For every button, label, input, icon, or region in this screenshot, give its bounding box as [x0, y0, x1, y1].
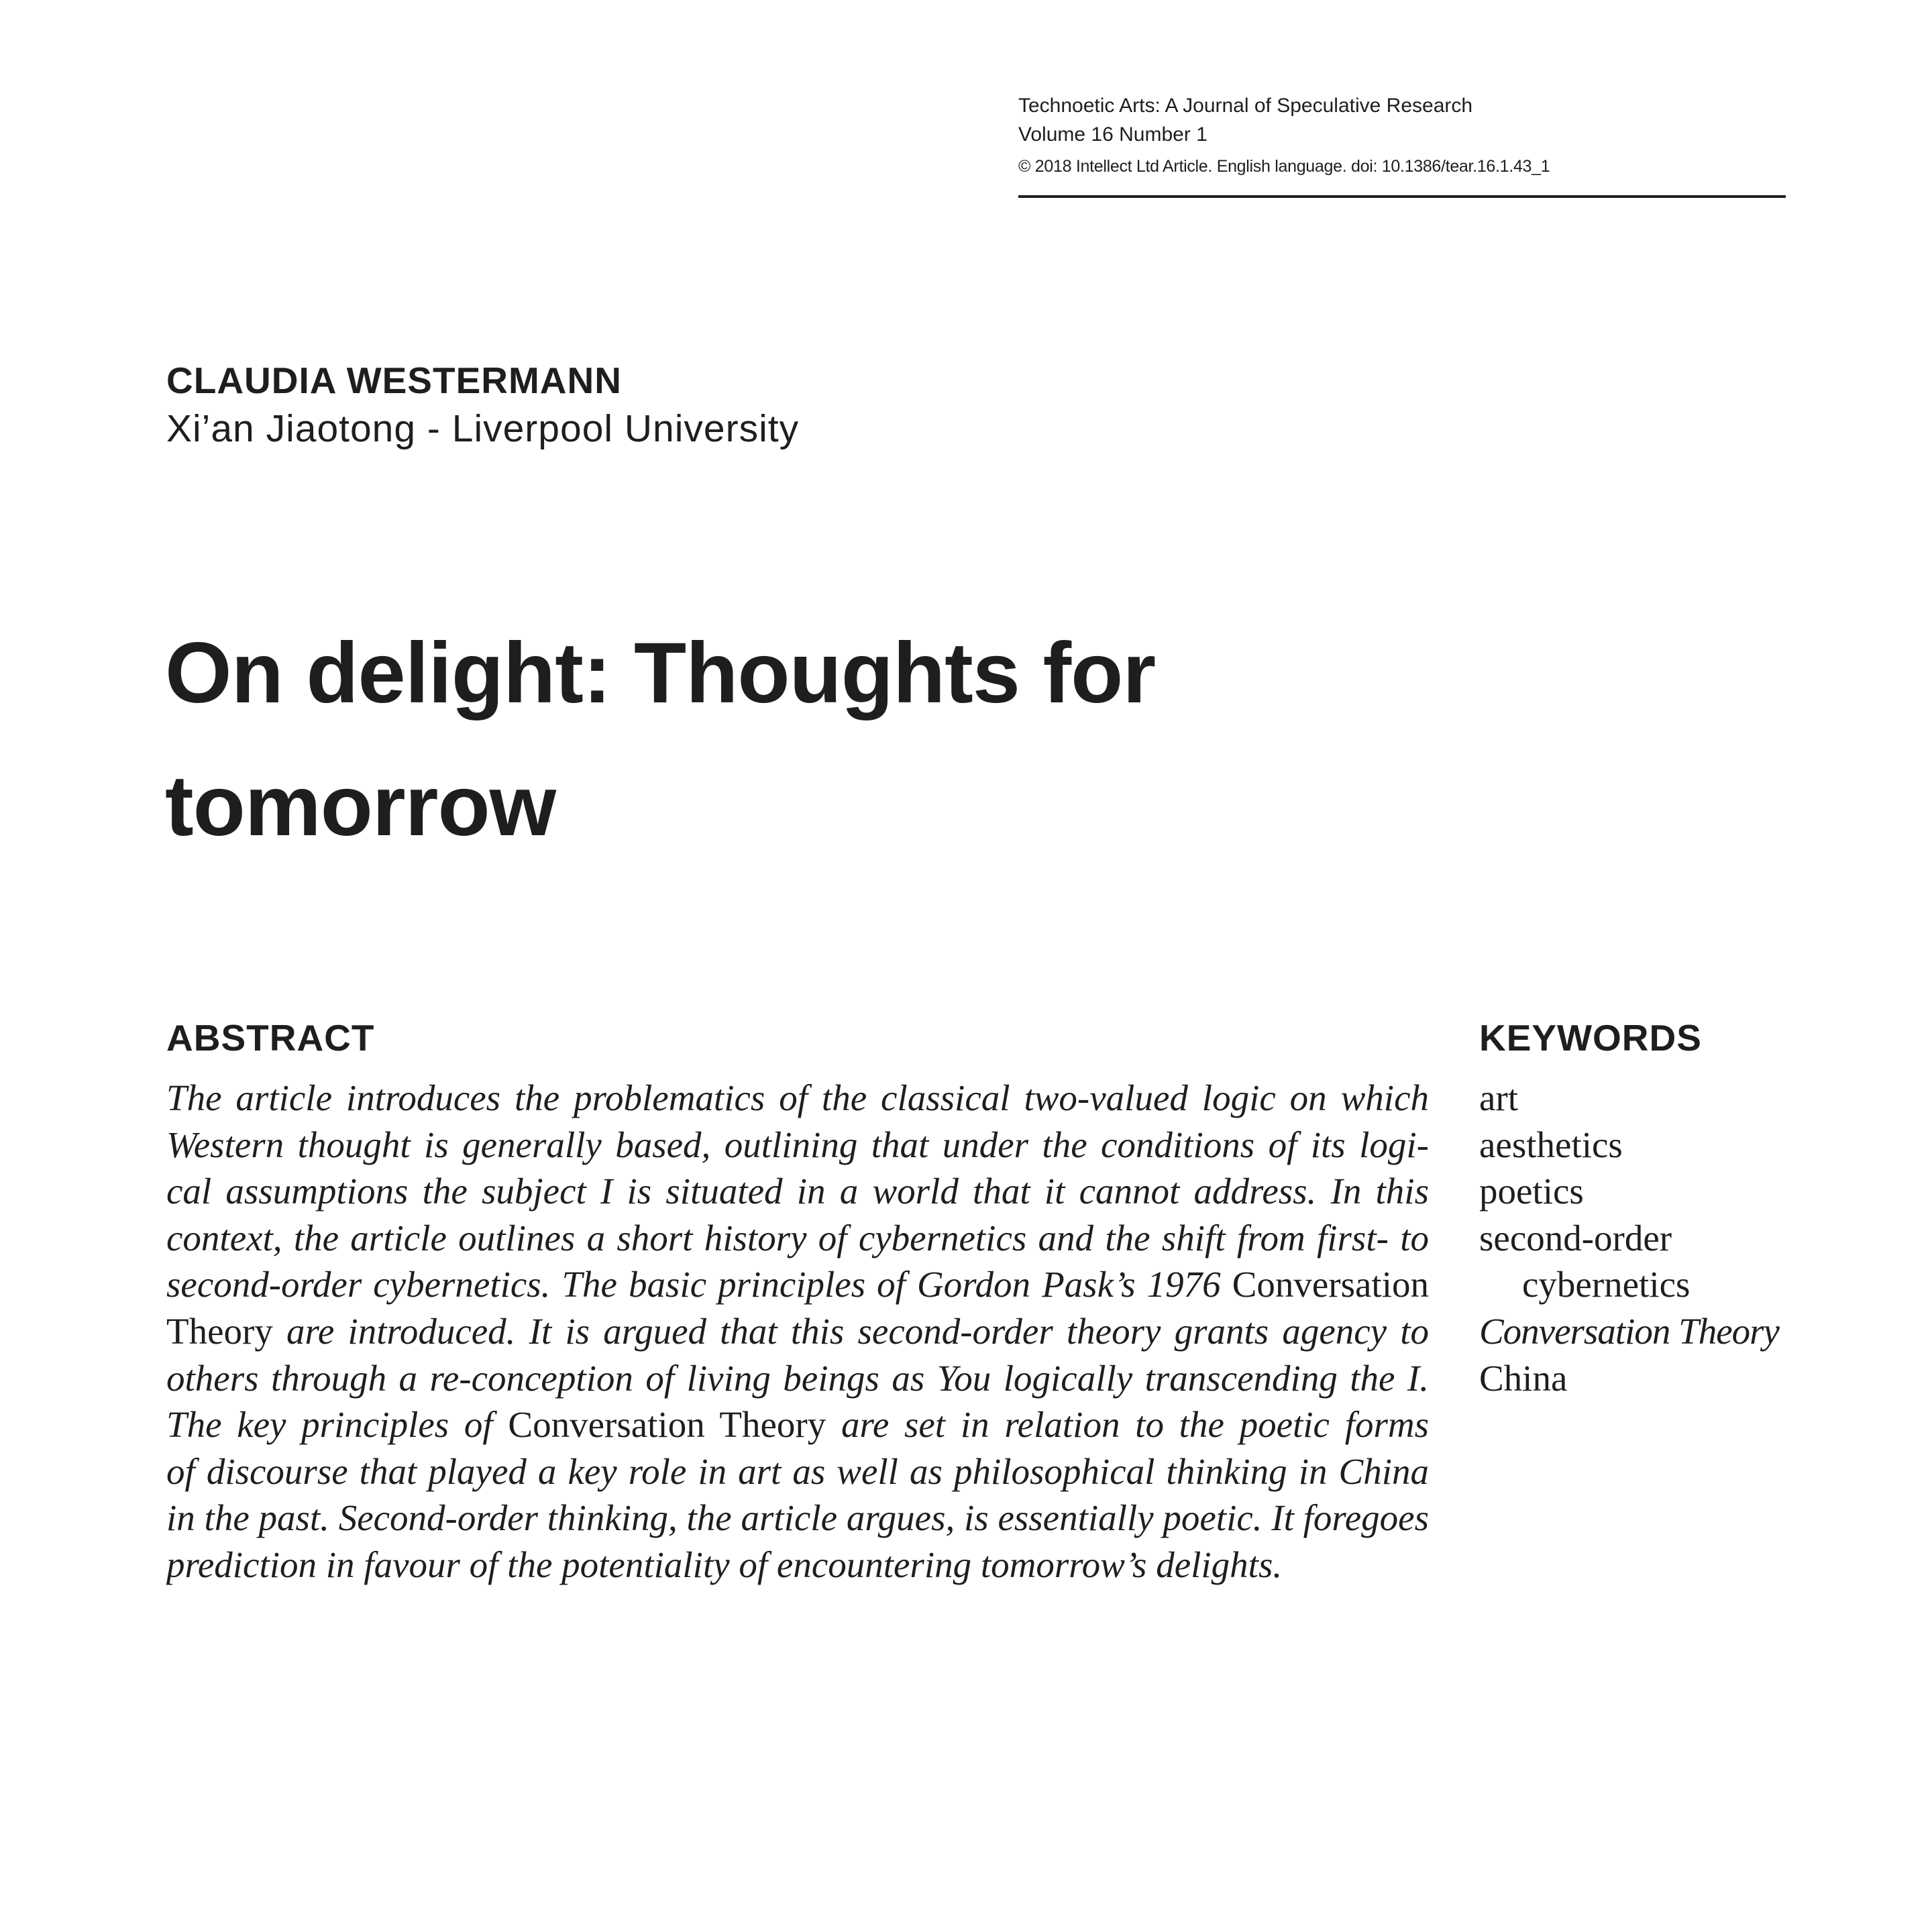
abstract-body — [166, 1075, 1429, 1589]
abstract-text-run: others through a re-conception of living beings as You logically transcending the I. — [166, 1357, 1429, 1399]
article-title-line: tomorrow — [165, 758, 556, 854]
keyword-item: Conversation Theory — [1479, 1310, 1779, 1352]
article-title — [165, 607, 1305, 873]
abstract-line — [166, 1355, 1429, 1402]
abstract-heading: ABSTRACT — [166, 1017, 375, 1059]
abstract-line — [166, 1308, 1429, 1355]
abstract-roman-run: Theory — [166, 1310, 273, 1352]
abstract-line — [166, 1495, 1429, 1542]
abstract-line — [166, 1401, 1429, 1448]
abstract-roman-run: Conversation — [1232, 1264, 1429, 1305]
abstract-text-run: The key principles of — [166, 1404, 508, 1446]
journal-title: Technoetic Arts: A Journal of Speculative Research — [1018, 95, 1473, 117]
author-affiliation: Xi’an Jiaotong - Liverpool University — [166, 407, 800, 450]
keyword-item: second-order — [1479, 1217, 1672, 1258]
abstract-line — [166, 1261, 1429, 1308]
journal-header — [1018, 91, 1786, 178]
abstract-line — [166, 1075, 1429, 1122]
abstract-text-run: in the past. Second-order thinking, the article argues, is essentially poetic. It foregoes — [166, 1497, 1429, 1539]
abstract-text-run: are introduced. It is argued that this second-order theory grants agency to — [272, 1310, 1429, 1352]
abstract-line — [166, 1122, 1429, 1169]
keyword-item: aesthetics — [1479, 1124, 1623, 1165]
abstract-text-run: cal assumptions the subject I is situated in a world that it cannot address. In this — [166, 1171, 1429, 1212]
abstract-text-run: of discourse that played a key role in art as well as philosophical thinking in China — [166, 1450, 1429, 1492]
keyword-item: art — [1479, 1077, 1519, 1118]
keyword-item: poetics — [1479, 1171, 1584, 1212]
keywords-list — [1479, 1075, 1794, 1401]
abstract-line — [166, 1168, 1429, 1215]
abstract-text-run: Western thought is generally based, outlining that under the conditions of its logi- — [166, 1124, 1429, 1165]
abstract-text-run: second-order cybernetics. The basic principles of Gordon Pask’s 1976 — [166, 1264, 1232, 1305]
abstract-text-run: The article introduces the problematics of the classical two-valued logic on which — [166, 1077, 1429, 1118]
journal-copyright: © 2018 Intellect Ltd Article. English language. doi: 10.1386/tear.16.1.43_1 — [1018, 157, 1550, 176]
abstract-roman-run: Conversation Theory — [508, 1404, 826, 1446]
abstract-line — [166, 1542, 1429, 1589]
author-block — [166, 357, 799, 453]
abstract-text-run: prediction in favour of the potentiality of encountering tomorrow’s delights. — [166, 1544, 1283, 1585]
keyword-item: cybernetics — [1522, 1264, 1690, 1305]
abstract-line — [166, 1215, 1429, 1262]
keyword-item: China — [1479, 1357, 1568, 1399]
abstract-line — [166, 1448, 1429, 1495]
keywords-heading: KEYWORDS — [1479, 1017, 1702, 1059]
article-title-line: On delight: Thoughts for — [165, 625, 1156, 721]
header-rule — [1018, 195, 1786, 198]
abstract-text-run: are set in relation to the poetic forms — [826, 1404, 1429, 1446]
abstract-text-run: context, the article outlines a short history of cybernetics and the shift from first- to — [166, 1217, 1429, 1258]
journal-volume: Volume 16 Number 1 — [1018, 123, 1208, 146]
author-name: CLAUDIA WESTERMANN — [166, 360, 622, 401]
